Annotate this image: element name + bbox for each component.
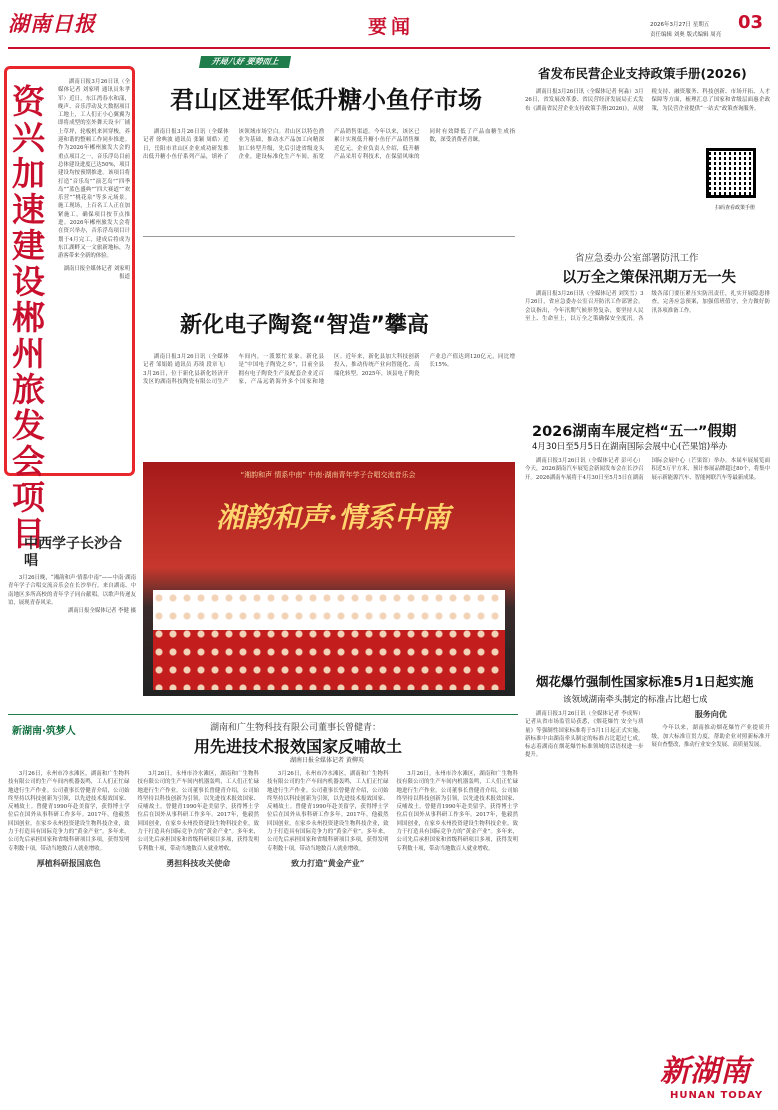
divider: [143, 236, 515, 237]
right-top-title: 省发布民营企业支持政策手册(2026): [538, 66, 747, 81]
bottom-subhead-3: 致力打造“黄金产业”: [291, 857, 365, 868]
choir-photo: [143, 462, 515, 696]
bottom-title: 用先进技术报效国家反哺故土: [194, 737, 403, 756]
issue-date: 2026年3月27日 星期五: [650, 22, 710, 28]
watermark-text: HUNAN TODAY: [670, 1090, 764, 1101]
left-story-body: 湖南日报3月26日讯（全媒体记者 刘家明 通讯员朱孝军）近日，东江湾春水和漾，晚声、音乐浮动及大数据项目工地上，工人们正小心翼翼为即将成型的室外舞天设卡厂铺上草坪，轮板机来回穿梭，养迎和谐的整顿工作同步推进。作为2026年郴州旅发大会的重点项目之一，音乐浮岛目前总体建设进度已达50%，项目建设均按预期推进。该项目将打造“音乐岛”“演艺岛”“四季岛”“蓝色盛典”“四大赛道”“欢乐营”“桃花泉”等多元场景。施工现场，上百名工人正在加紧施工，确保项目按节点推进。2026年郴州旅发大会将在资兴举办，音乐浮岛项目计划于4月完工，建成后将成为东江湖畔又一文旅新地标，为游客带来全新的体验。 湖南日报全媒体记者 刘家明 报道: [58, 79, 130, 280]
right-auto-body: 湖南日报3月26日讯（全媒体记者 彭可心）今天，2026湖南汽车展览会新闻发布会在长沙召开。2026湖南车展将于4月30日至5月5日在湖南国际会展中心（芒果馆）举办。本届车展展览面积近5万平方米，预计参展品牌超过80个，将集中展示新能源汽车、智能网联汽车等最新成果。: [525, 458, 770, 481]
header-rule: [8, 47, 770, 49]
right-auto-title: 2026湖南车展定档“五一”假期: [532, 424, 737, 440]
article1-kicker: 开局八好 要势而上: [199, 56, 291, 68]
photo-choir-rows: [153, 590, 505, 690]
right-tobacco-body: 湖南日报3月26日讯（全媒体记者 李成辉）记者从省市场监管局获悉，《烟花爆竹 安全与质量》等强制性国家标准将于5月1日起正式实施。新标准中由湖南牵头制定的标准占比超过七成，标志着湖南在烟花爆竹标准领域的话语权进一步提升。 服务向优 今年以来，湖南推动烟花爆竹产业提质升级，加大标准宣贯力度，帮助企业对照新标准开展自查整改，推动行业安全发展、高质量发展。: [525, 710, 770, 759]
left-story-title: 资兴加速建设郴州旅发会项目: [12, 82, 45, 553]
right-tobacco-subtitle: 该领域湖南牵头制定的标准占比超七成: [563, 695, 708, 705]
right-mid-kicker: 省应急委办公室部署防汛工作: [575, 253, 699, 264]
right-auto-subtitle: 4月30日至5月5日在湖南国际会展中心(芒果馆)举办: [532, 442, 728, 452]
article2-body: 湖南日报3月26日讯（全媒体记者 邹娟娟 通讯员 苏琰 段章飞）3月26日，位于新化县新化经济开发区的湖南科技陶瓷有限公司生产车间内，一派繁忙景象。新化县是“中国电子陶瓷之乡”，目前全县拥有电子陶瓷生产及配套企业近百家，产品远销海外多个国家和地区。近年来，新化县加大科技创新投入，推动传统产业向智能化、高端化转型。2025年，该县电子陶瓷产业总产值达到120亿元，同比增长15%。: [143, 354, 515, 385]
left-story-credit: 湖南日报全媒体记者 刘家明 报道: [63, 265, 130, 280]
right-mid-body: 湖南日报3月26日讯（全媒体记者 刘笑雪）3月26日，省应急委办公室召开防汛工作部署会。会议指出，今年汛期气候形势复杂，要坚持人民至上、生命至上，以万全之策确保安全度汛。各级各部门要压紧压实防汛责任，扎实开展隐患排查，完善应急预案，加强值班值守，全力做好防汛各项准备工作。: [525, 291, 770, 322]
editor-line: 责任编辑 刘奥 版式编辑 周亮: [650, 32, 722, 38]
right-tobacco-title: 烟花爆竹强制性国家标准5月1日起实施: [536, 674, 754, 689]
article1-title: 君山区进军低升糖小鱼仔市场: [170, 86, 482, 114]
article1-body: 湖南日报3月26日讯（全媒体记者 徐典波 通讯员 张颖 周皓）近日，岳阳市君山区企业成功研发推出低升糖小鱼仔系列产品，填补了该领域市场空白。君山区以特色渔业为基础，推动水产品加工向精深加工转型升级，先后引进省级龙头企业，建设标准化生产车间，拓宽产品销售渠道。今年以来，该区已累计实现低升糖小鱼仔产品销售额近亿元。企业负责人介绍，低升糖产品采用专利技术，在保留风味的同时有效降低了产品血糖生成指数，深受消费者青睐。: [143, 129, 515, 160]
newspaper-logo: 湖南日报: [8, 12, 96, 36]
bottom-body: 3月26日，永州市冷水滩区，湖南和广生物科技有限公司的生产车间内机器轰鸣，工人们正忙碌地进行生产作业。公司董事长曾健青介绍，公司始终坚持以科技创新为引领，以先进技术报效国家、反哺故土。曾健青1990年赴美留学，获得博士学位后在国外从事科研工作多年。2017年，他毅然回国创业，在家乡永州投资建设生物科技企业，致力于打造具有国际竞争力的“黄金产业”。多年来，公司先后承担国家和省级科研项目多项，获得发明专利数十项，带动当地数百人就业增收。 厚植科研报国底色 3月26日，永州市冷水滩区，湖南和广生物科技有限公司的生产车间内机器轰鸣，工人们正忙碌地进行生产作业。公司董事长曾健青介绍，公司始终坚持以科技创新为引领，以先进技术报效国家、反哺故土。曾健青1990年赴美留学，获得博士学位后在国外从事科研工作多年。2017年，他毅然回国创业，在家乡永州投资建设生物科技企业，致力于打造具有国际竞争力的“黄金产业”。多年来，公司先后承担国家和省级科研项目多项，获得发明专利数十项，带动当地数百人就业增收。 勇担科技攻关使命 3月26日，永州市冷水滩区，湖南和广生物科技有限公司的生产车间内机器轰鸣，工人们正忙碌地进行生产作业。公司董事长曾健青介绍，公司始终坚持以科技创新为引领，以先进技术报效国家、反哺故土。曾健青1990年赴美留学，获得博士学位后在国外从事科研工作多年。2017年，他毅然回国创业，在家乡永州投资建设生物科技企业，致力于打造具有国际竞争力的“黄金产业”。多年来，公司先后承担国家和省级科研项目多项，获得发明专利数十项，带动当地数百人就业增收。 致力打造“黄金产业” 3月26日，永州市冷水滩区，湖南和广生物科技有限公司的生产车间内机器轰鸣，工人们正忙碌地进行生产作业。公司董事长曾健青介绍，公司始终坚持以科技创新为引领，以先进技术报效国家、反哺故土。曾健青1990年赴美留学，获得博士学位后在国外从事科研工作多年。2017年，他毅然回国创业，在家乡永州投资建设生物科技企业，致力于打造具有国际竞争力的“黄金产业”。多年来，公司先后承担国家和省级科研项目多项，获得发明专利数十项，带动当地数百人就业增收。: [8, 771, 518, 868]
divider: [8, 714, 518, 715]
right-top-body: 湖南日报3月26日讯（全媒体记者 何淼）3月26日，省发展改革委、省民营经济发展局正式发布《湖南省民营企业支持政策手册(2026)》，从财税支持、融资服务、科技创新、市场开拓、人才保障等方面，梳理汇总了国家和省级层面惠企政策，为民营企业提供“一站式”政策查询服务。: [525, 89, 770, 112]
policy-qr-code[interactable]: [706, 148, 756, 198]
photo-stage-banner: “湘韵和声 情系中南” 中南·湖南青年学子合唱交流音乐会: [240, 471, 416, 479]
article2-title: 新化电子陶瓷“智造”攀高: [180, 313, 429, 338]
bottom-credit: 湖南日报全媒体记者 黄柳英: [290, 757, 364, 764]
bottom-subhead-2: 勇担科技攻关使命: [166, 857, 231, 868]
section-title: 要闻: [368, 16, 415, 38]
tobacco-subhead: 服务向优: [694, 710, 727, 719]
bottom-kicker: 湖南和广生物科技有限公司董事长曾健青：: [210, 723, 382, 733]
caption-credit: 湖南日报全媒体记者 李健 摄: [67, 608, 136, 615]
photo-stage-title: 湘韵和声·情系中南: [216, 501, 450, 534]
bottom-section-tag: 新湖南·筑梦人: [12, 726, 76, 737]
page-number: 03: [738, 12, 764, 33]
caption-title: 中西学子长沙合唱: [24, 536, 122, 569]
masthead: [0, 0, 778, 50]
caption-body: 3月26日晚，“湘韵和声·情系中南”——中南·湖南青年学子合唱交流音乐会在长沙举行。来自湖南、中南地区多所高校的青年学子同台献唱，以歌声传递友谊，展现青春风采。 湖南日报全媒体记者 李健 摄: [8, 575, 136, 615]
qr-label: 扫码查看政策手册: [714, 205, 755, 211]
bottom-subhead-1: 厚植科研报国底色: [36, 857, 101, 868]
right-mid-title: 以万全之策保汛期万无一失: [562, 270, 736, 286]
watermark-logo: 新湖南: [660, 1054, 750, 1089]
